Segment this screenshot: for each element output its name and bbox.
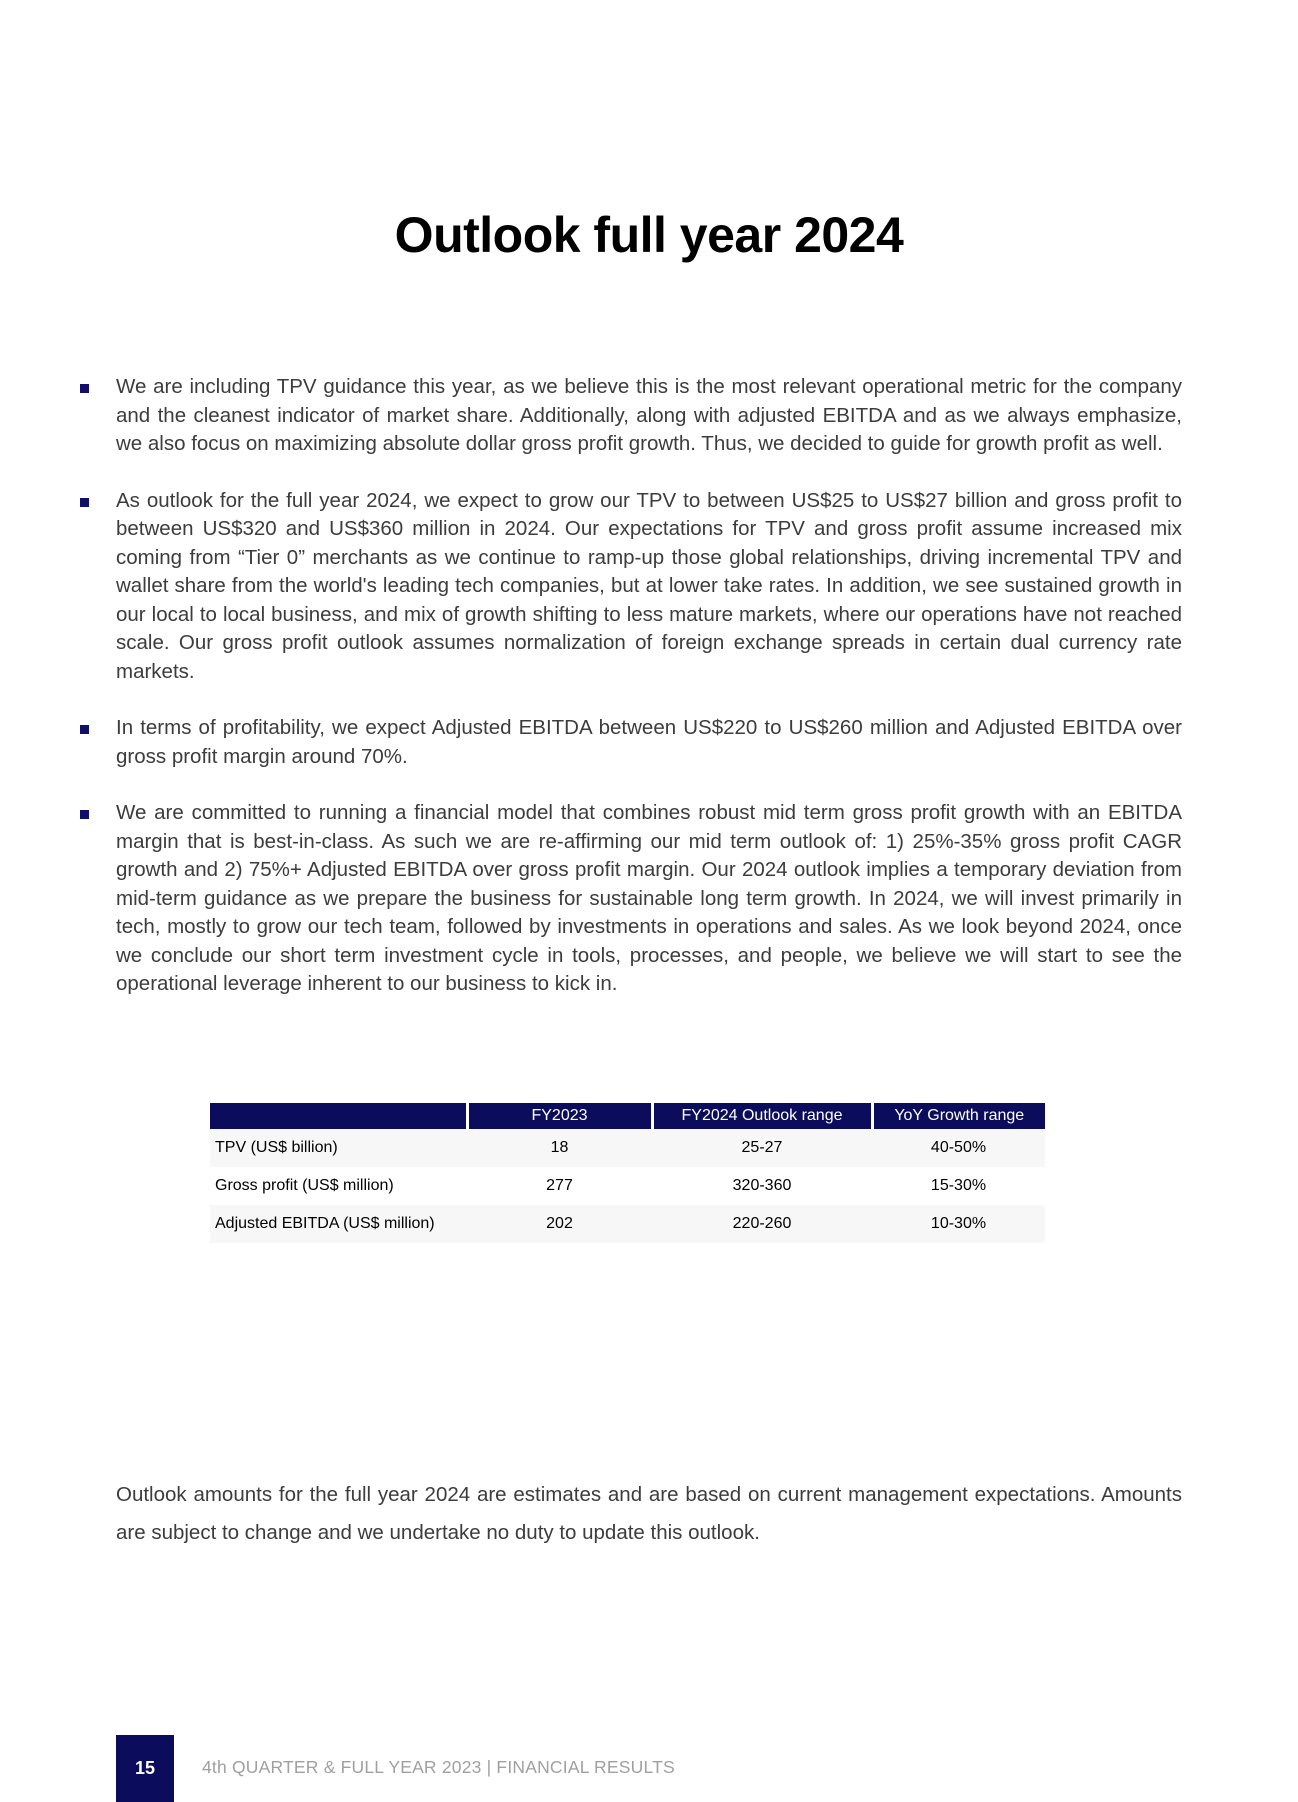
bullet-text: As outlook for the full year 2024, we expect to grow our TPV to between US$25 to US$27 billion and gross profit to between US$320 and US$360 million in 2024. Our expectations for TPV and gross profit assume increased mix coming from “Tier 0” merchants as we continue to ramp-up those global relationships, driving incremental TPV and wallet share from the world's leading tech companies, but at lower take rates. In addition, we see sustained growth in our local to local business, and mix of growth shifting to less mature markets, where our operations have not reached scale. Our gross profit outlook assumes normalization of foreign exchange spreads in certain dual currency rate markets. [116, 488, 1182, 683]
square-bullet-icon [80, 384, 89, 393]
header-cell-metric [210, 1103, 467, 1129]
bullet-item-profitability [80, 714, 1182, 771]
table-row [210, 1167, 1045, 1205]
page-title: Outlook full year 2024 [394, 206, 904, 263]
bullet-item-tpv-guidance [80, 373, 1182, 459]
bullet-text: We are committed to running a financial model that combines robust mid term gross profit growth with an EBITDA margin that is best-in-class. As such we are re-affirming our mid term outlook of: 1) 25%-35% gross profit CAGR growth and 2) 75%+ Adjusted EBITDA over gross profit margin. Our 2024 outlook implies a temporary deviation from mid-term guidance as we prepare the business for sustainable long term growth. In 2024, we will invest primarily in tech, mostly to grow our tech team, followed by investments in operations and sales. As we look beyond 2024, once we conclude our short term investment cycle in tools, processes, and people, we believe we will start to see the operational leverage inherent to our business to kick in. [116, 801, 1182, 995]
bullet-item-financial-model [80, 799, 1182, 999]
table-header-row [210, 1103, 1045, 1129]
table-cell-metric: Adjusted EBITDA (US$ million) [210, 1205, 467, 1243]
table-cell-metric: Gross profit (US$ million) [215, 1177, 394, 1194]
table-cell-metric: TPV (US$ billion) [210, 1129, 467, 1167]
square-bullet-icon [80, 498, 89, 507]
header-cell-fy2024-outlook: FY2024 Outlook range [652, 1103, 872, 1129]
table-row [210, 1205, 1045, 1243]
outlook-table [210, 1103, 1045, 1243]
header-cell-yoy-growth: YoY Growth range [872, 1103, 1045, 1129]
table-cell-yoy-growth: 15-30% [930, 1177, 987, 1194]
table-cell-fy2024-outlook: 220-260 [652, 1205, 872, 1243]
outlook-disclaimer: Outlook amounts for the full year 2024 are estimates and are based on current management expectations. Amounts are subject to change and we undertake no duty to update this outlook. [116, 1483, 1182, 1544]
table-cell-fy2024-outlook: 320-360 [732, 1177, 792, 1194]
page-number-badge: 15 [116, 1735, 174, 1802]
bullet-text: We are including TPV guidance this year, as we believe this is the most relevant operational metric for the company and the cleanest indicator of market share. Additionally, along with adjusted EBITDA and as we always emphasize, we also focus on maximizing absolute dollar gross profit growth. Thus, we decided to guide for growth profit as well. [116, 375, 1182, 455]
footer-report-title: 4th QUARTER & FULL YEAR 2023 | FINANCIAL RESULTS [202, 1757, 675, 1777]
table-cell-fy2023: 202 [467, 1205, 652, 1243]
square-bullet-icon [80, 725, 89, 734]
table-cell-fy2024-outlook: 25-27 [652, 1129, 872, 1167]
bullet-item-full-year-outlook [80, 487, 1182, 687]
table-row [210, 1129, 1045, 1167]
bullet-text: In terms of profitability, we expect Adjusted EBITDA between US$220 to US$260 million and Adjusted EBITDA over gross profit margin around 70%. [116, 716, 1182, 768]
square-bullet-icon [80, 810, 89, 819]
outlook-bullet-list [80, 373, 1182, 1027]
table-cell-yoy-growth: 40-50% [872, 1129, 1045, 1167]
header-cell-fy2023: FY2023 [467, 1103, 652, 1129]
table-cell-fy2023: 18 [467, 1129, 652, 1167]
table-cell-yoy-growth: 10-30% [872, 1205, 1045, 1243]
table-cell-fy2023: 277 [546, 1177, 573, 1194]
